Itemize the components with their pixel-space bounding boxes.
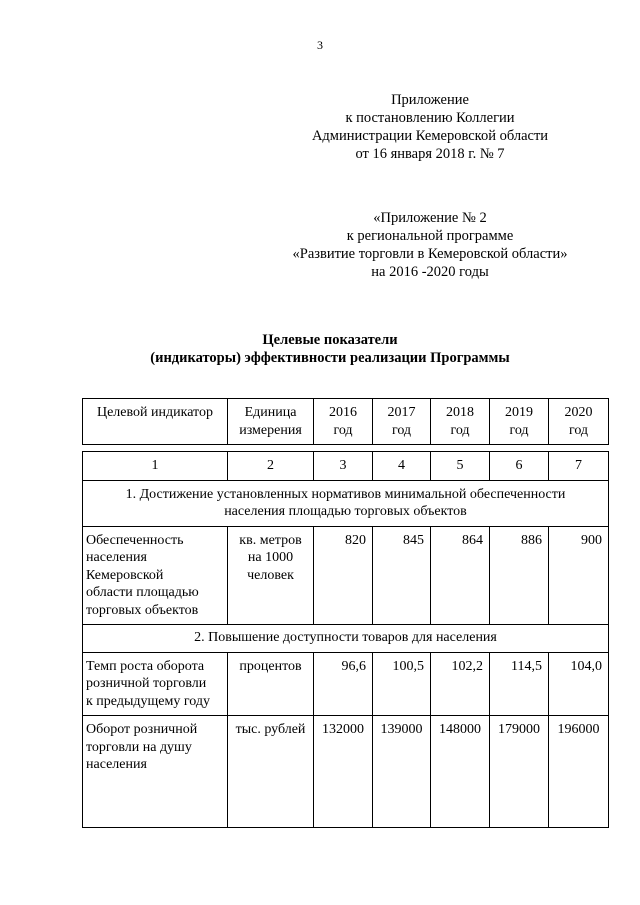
header-year-word: год xyxy=(568,422,589,438)
value-cell: 96,6 xyxy=(314,652,373,716)
appendix-line: «Развитие торговли в Кемеровской области» xyxy=(292,246,568,262)
indicators-table xyxy=(82,398,609,828)
header-year-word: год xyxy=(450,422,470,438)
table-header-row xyxy=(83,399,609,445)
indicators-table-wrapper xyxy=(82,398,609,828)
appendix-line: «Приложение № 2 xyxy=(373,210,487,226)
header-year-word: год xyxy=(509,422,529,438)
table-spacer xyxy=(83,445,609,452)
table-row xyxy=(83,716,609,828)
header-year-word: год xyxy=(333,422,353,438)
unit-cell: процентов xyxy=(228,652,314,716)
indicator-name-line: Оборот розничной xyxy=(86,722,198,737)
section-heading xyxy=(83,480,609,526)
appendix-line: на 2016 -2020 годы xyxy=(371,264,489,280)
indicator-name xyxy=(83,652,228,716)
title-line: (индикаторы) эффективности реализации Программы xyxy=(150,350,510,366)
page-number: 3 xyxy=(317,38,323,52)
value-cell: 102,2 xyxy=(431,652,490,716)
header-year-value: 2018 xyxy=(446,405,474,420)
header-year-value: 2020 xyxy=(564,405,593,420)
indicator-name-line: населения xyxy=(86,757,147,772)
section-heading-line: 1. Достижение установленных нормативов минимальной обеспеченности xyxy=(125,486,566,502)
value-cell: 900 xyxy=(549,526,609,625)
value-cell: 114,5 xyxy=(490,652,549,716)
value-cell: 104,0 xyxy=(549,652,609,716)
indicator-name-line: розничной торговли xyxy=(86,676,207,691)
approval-line: к постановлению Коллегии xyxy=(345,110,515,126)
value-cell: 886 xyxy=(490,526,549,625)
header-year xyxy=(549,399,609,445)
column-number: 2 xyxy=(228,452,314,481)
column-number: 1 xyxy=(83,452,228,481)
approval-line: Приложение xyxy=(391,92,469,108)
unit-line: человек xyxy=(247,567,294,583)
section-heading: 2. Повышение доступности товаров для населения xyxy=(83,625,609,653)
value-cell: 864 xyxy=(431,526,490,625)
unit-cell: тыс. рублей xyxy=(228,716,314,828)
header-year xyxy=(431,399,490,445)
indicator-name xyxy=(83,716,228,828)
header-unit-line: Единица xyxy=(244,405,297,420)
indicator-name-line: населения xyxy=(86,550,147,565)
header-year xyxy=(373,399,431,445)
indicator-name-line: Темп роста оборота xyxy=(86,658,205,674)
indicator-name xyxy=(83,526,228,625)
approval-line: Администрации Кемеровской области xyxy=(311,128,549,144)
column-number: 4 xyxy=(373,452,431,481)
indicator-name-line: Кемеровской xyxy=(86,567,164,583)
indicator-name-line: к предыдущему году xyxy=(86,693,210,709)
unit-line: кв. метров xyxy=(239,532,302,548)
table-spacer-row xyxy=(83,445,609,452)
section-row xyxy=(83,625,609,653)
table-row xyxy=(83,652,609,716)
header-year-value: 2016 xyxy=(329,405,357,420)
header-year xyxy=(490,399,549,445)
title-line: Целевые показатели xyxy=(262,332,398,348)
value-cell: 132000 xyxy=(314,716,373,828)
column-number: 3 xyxy=(314,452,373,481)
unit-cell xyxy=(228,526,314,625)
approval-block xyxy=(300,91,560,163)
value-cell: 179000 xyxy=(490,716,549,828)
header-year-value: 2017 xyxy=(387,405,416,420)
column-number: 5 xyxy=(431,452,490,481)
column-number: 7 xyxy=(549,452,609,481)
indicator-name-line: Обеспеченность xyxy=(86,532,184,548)
indicator-name-line: области площадью xyxy=(86,585,199,600)
value-cell: 196000 xyxy=(549,716,609,828)
value-cell: 139000 xyxy=(373,716,431,828)
value-cell: 845 xyxy=(373,526,431,625)
indicator-name-line: торговых объектов xyxy=(86,602,199,618)
table-row xyxy=(83,526,609,625)
header-unit-line: измерения xyxy=(239,422,302,438)
indicator-name-line: торговли на душу xyxy=(86,739,192,755)
section-row xyxy=(83,480,609,526)
appendix-block xyxy=(280,209,580,281)
section-heading-line: населения площадью торговых объектов xyxy=(224,504,467,519)
unit-line: на 1000 xyxy=(247,550,294,565)
value-cell: 820 xyxy=(314,526,373,625)
header-year-word: год xyxy=(391,422,412,438)
value-cell: 100,5 xyxy=(373,652,431,716)
header-year xyxy=(314,399,373,445)
header-unit xyxy=(228,399,314,445)
document-title xyxy=(0,331,640,367)
header-year-value: 2019 xyxy=(505,405,533,420)
column-numbers-row xyxy=(83,452,609,481)
column-number: 6 xyxy=(490,452,549,481)
value-cell: 148000 xyxy=(431,716,490,828)
appendix-line: к региональной программе xyxy=(346,228,514,244)
approval-line: от 16 января 2018 г. № 7 xyxy=(355,146,505,162)
header-indicator: Целевой индикатор xyxy=(83,399,228,445)
